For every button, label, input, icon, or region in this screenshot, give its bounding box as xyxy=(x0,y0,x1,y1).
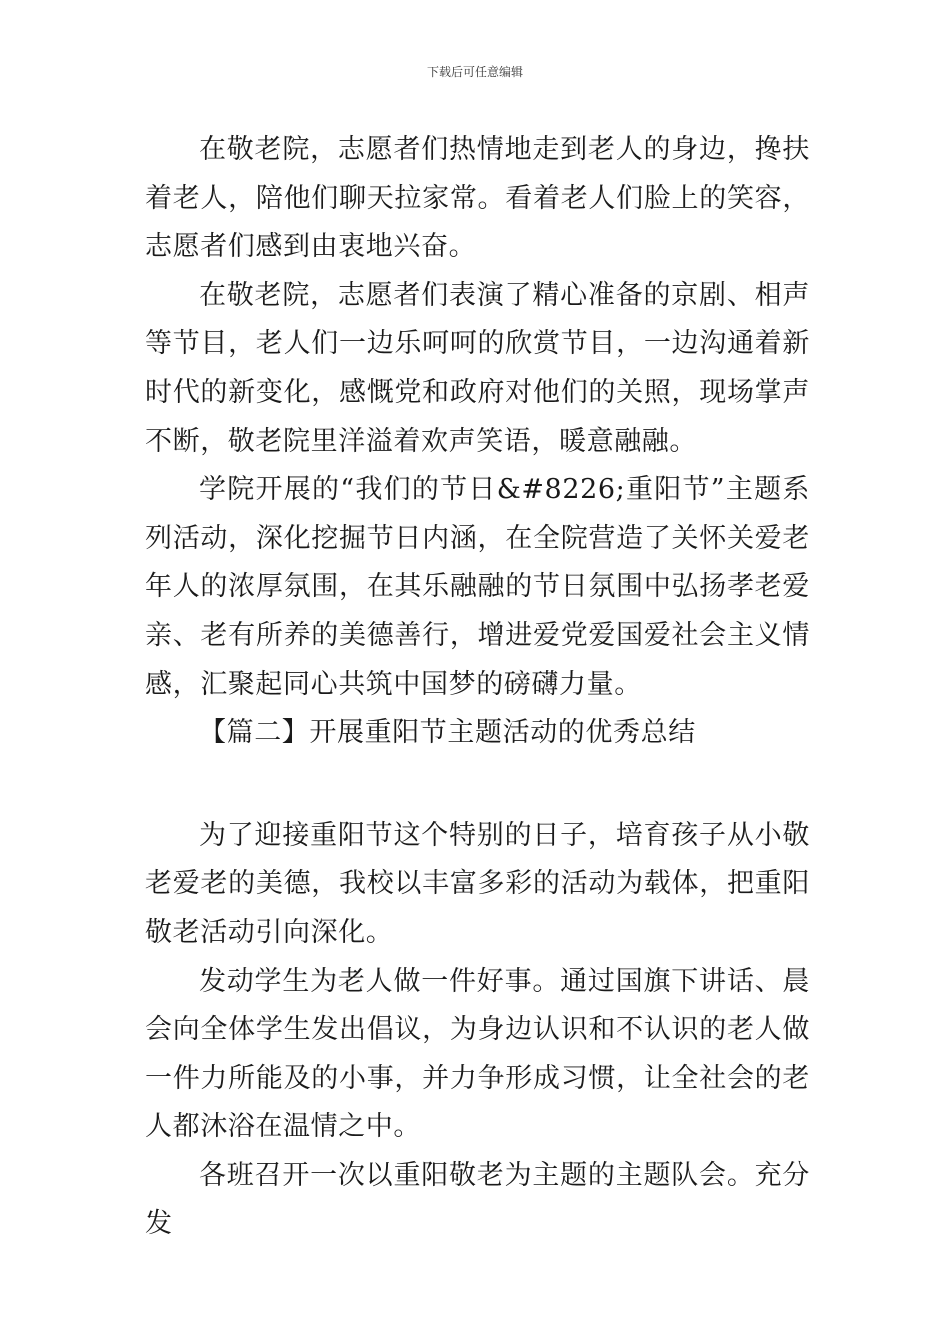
document-body xyxy=(145,126,810,1249)
section-heading: 【篇二】开展重阳节主题活动的优秀总结 xyxy=(199,717,696,749)
paragraph-volunteers-assist: 在敬老院，志愿者们热情地走到老人的身边，搀扶着老人，陪他们聊天拉家常。看着老人们脸上的笑容，志愿者们感到由衷地兴奋。 xyxy=(145,134,810,263)
paragraph-good-deed: 发动学生为老人做一件好事。通过国旗下讲话、晨会向全体学生发出倡议，为身边认识和不认识的老人做一件力所能及的小事，并力争形成习惯，让全社会的老人都沐浴在温情之中。 xyxy=(145,965,810,1143)
paragraph-college-activities: 学院开展的“我们的节日&#8226;重阳节”主题系列活动，深化挖掘节日内涵，在全院营造了关怀关爱老年人的浓厚氛围，在其乐融融的节日氛围中弘扬孝老爱亲、老有所养的美德善行，增进爱党爱国爱社会主义情感，汇聚起同心共筑中国梦的磅礴力量。 xyxy=(145,474,810,700)
paragraph-class-meeting: 各班召开一次以重阳敬老为主题的主题队会。充分发 xyxy=(145,1159,810,1240)
paragraph-welcome-festival: 为了迎接重阳节这个特别的日子，培育孩子从小敬老爱老的美德，我校以丰富多彩的活动为载体，把重阳敬老活动引向深化。 xyxy=(145,819,810,948)
header-note: 下载后可任意编辑 xyxy=(426,65,523,79)
paragraph-volunteers-perform: 在敬老院，志愿者们表演了精心准备的京剧、相声等节目，老人们一边乐呵呵的欣赏节目，一边沟通着新时代的新变化，感慨党和政府对他们的关照，现场掌声不断，敬老院里洋溢着欢声笑语，暖意融融。 xyxy=(145,279,810,457)
